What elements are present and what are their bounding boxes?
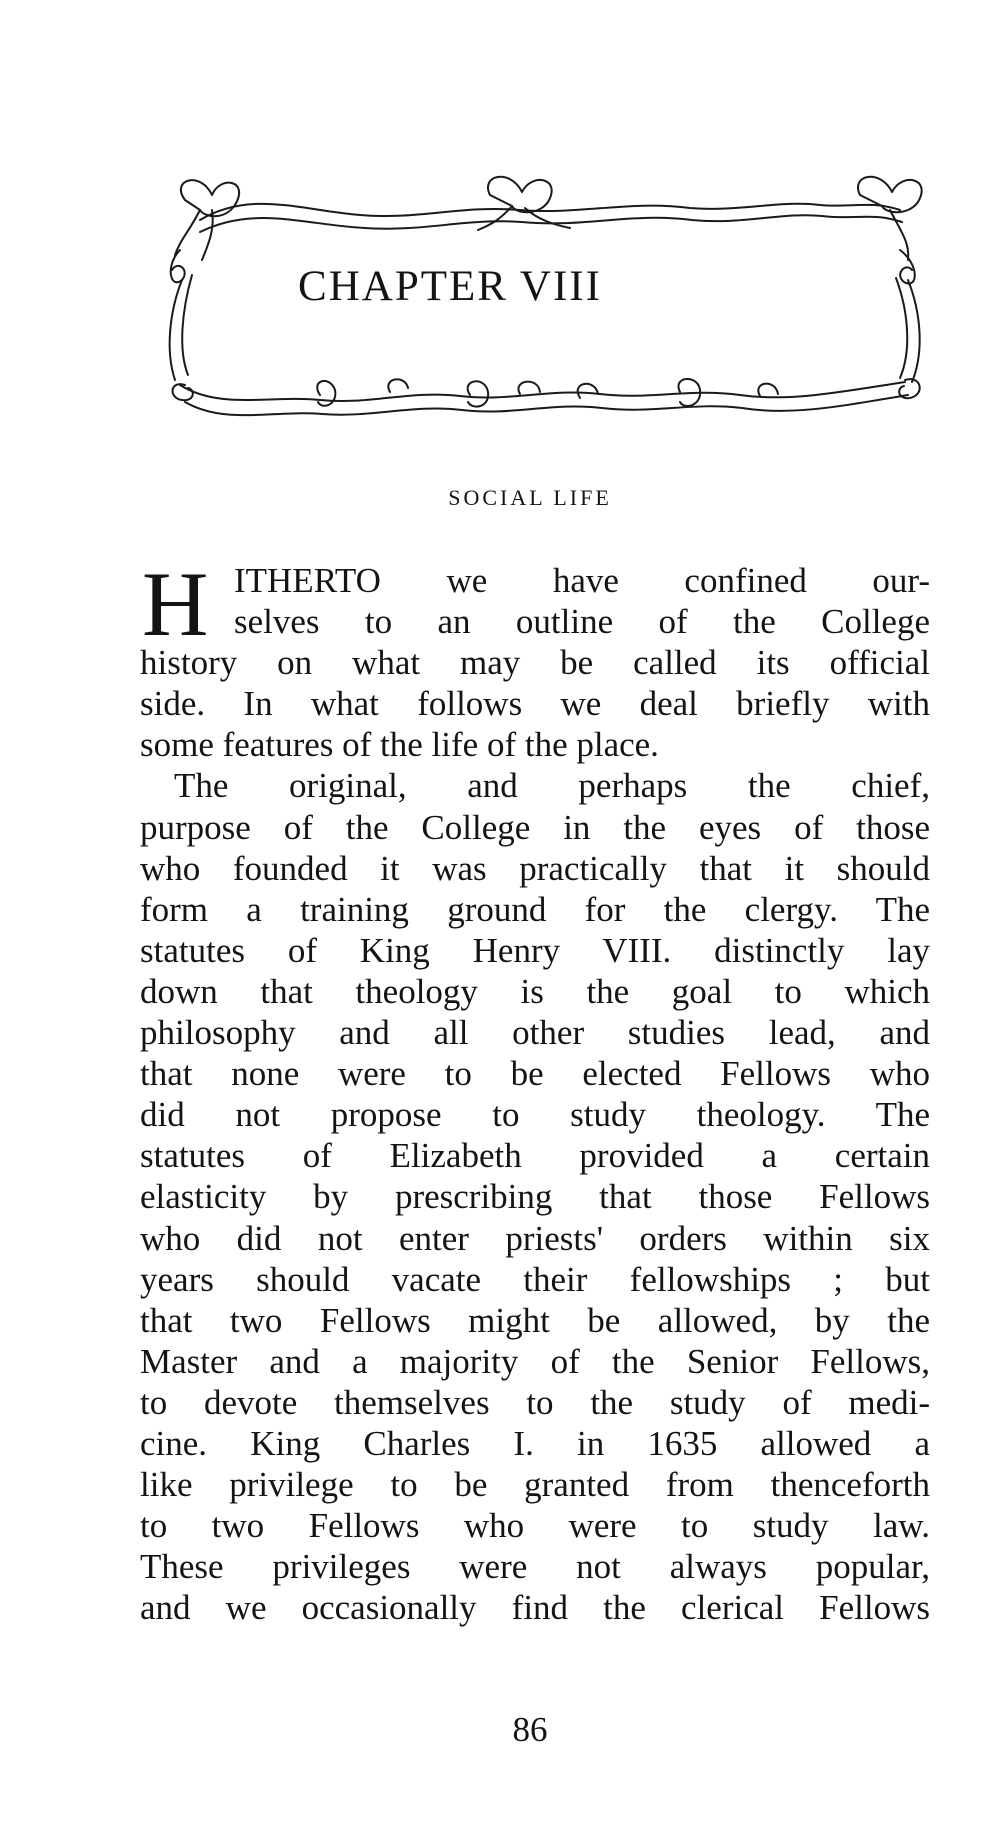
text-line: down that theology is the goal to which [140,971,930,1011]
text-line: side. In what follows we deal briefly with [140,684,930,724]
text-line: statutes of King Henry VIII. distinctly lay [140,930,930,970]
text-line: like privilege to be granted from thenceforth [140,1465,930,1505]
text-line: elasticity by prescribing that those Fellows [140,1177,930,1217]
drop-cap: H [142,553,209,655]
text-line: that none were to be elected Fellows who [140,1054,930,1094]
text-line: ITHERTO we have confined our- [234,561,930,600]
text-line: that two Fellows might be allowed, by the [140,1300,930,1340]
text-line: The original, and perhaps the chief, [174,766,930,806]
body-text [140,553,930,1628]
text-line: to devote themselves to the study of medi- [140,1382,930,1422]
text-line: history on what may be called its official [140,643,930,683]
text-line: These privileges were not always popular, [140,1547,930,1587]
text-line: philosophy and all other studies lead, and [140,1013,930,1053]
text-line: purpose of the College in the eyes of those [140,807,930,847]
text-line: Master and a majority of the Senior Fellows, [140,1341,930,1381]
text-line: form a training ground for the clergy. The [140,889,930,929]
text-line: who did not enter priests' orders within six [140,1218,930,1258]
page-number: 86 [512,1710,548,1749]
text-line: to two Fellows who were to study law. [140,1506,930,1546]
text-line: some features of the life of the place. [140,725,659,765]
text-line: cine. King Charles I. in 1635 allowed a [140,1423,930,1463]
text-line: who founded it was practically that it should [140,848,930,888]
text-line: years should vacate their fellowships ; but [140,1259,930,1299]
text-line: did not propose to study theology. The [140,1095,930,1135]
text-line: statutes of Elizabeth provided a certain [140,1136,930,1176]
chapter-title: CHAPTER VIII [298,263,602,310]
text-line: selves to an outline of the College [234,602,930,642]
section-heading: SOCIAL LIFE [448,485,612,510]
text-line: and we occasionally find the clerical Fellows [140,1588,930,1628]
